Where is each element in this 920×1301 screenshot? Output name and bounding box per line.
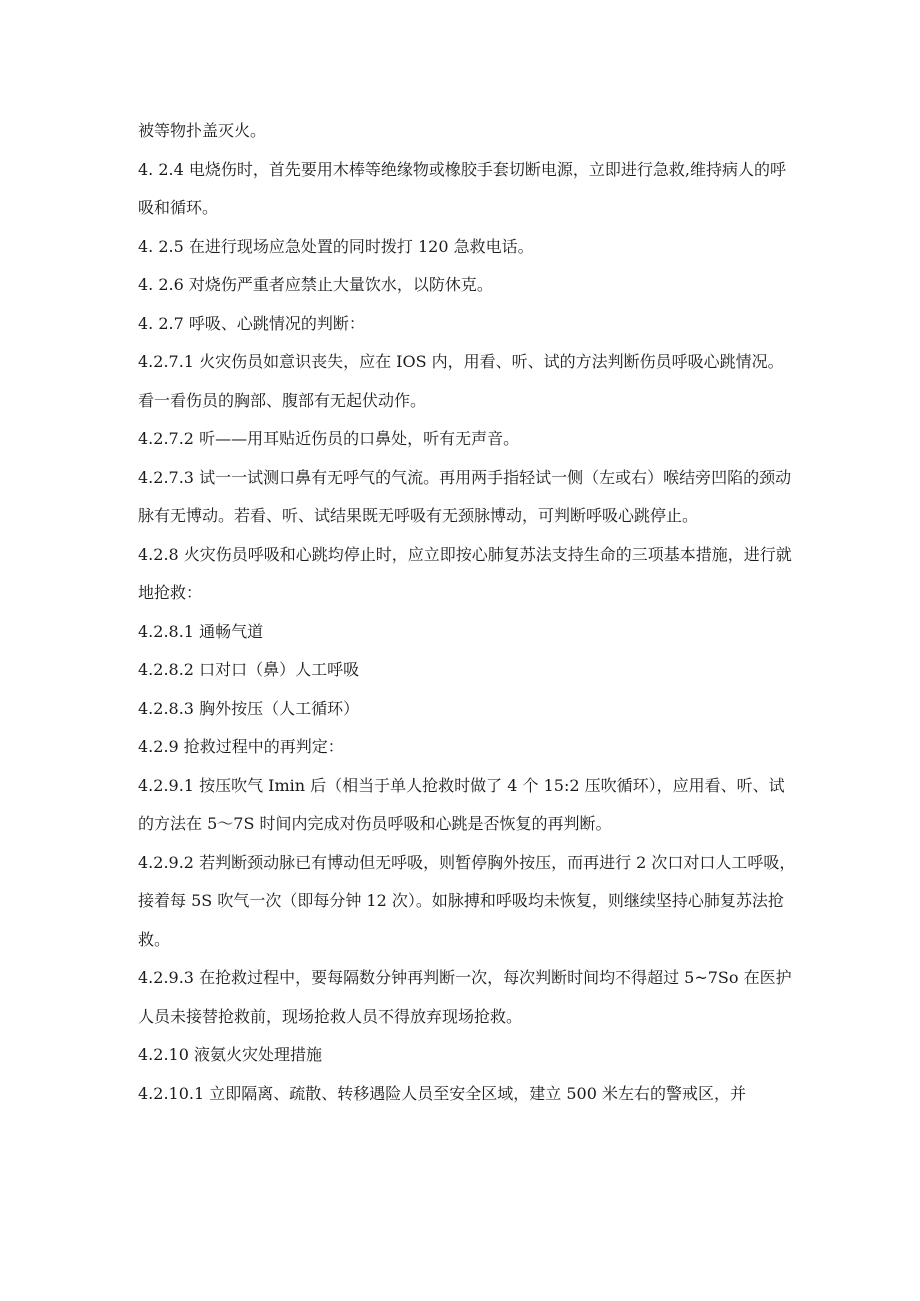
- paragraph-fire-covering: 被等物扑盖灭火。: [138, 121, 267, 140]
- paragraph-4-2-6: 4. 2.6 对烧伤严重者应禁止大量饮水，以防休克。: [138, 275, 493, 294]
- paragraph-4-2-7: 4. 2.7 呼吸、心跳情况的判断：: [138, 313, 365, 333]
- paragraph-4-2-10: 4.2.10 液氨火灾处理措施: [138, 1045, 322, 1064]
- paragraph-4-2-10-1: 4.2.10.1 立即隔离、疏散、转移遇险人员至安全区域，建立 500 米左右的警戒区，并: [138, 1083, 746, 1103]
- paragraph-4-2-8-2: 4.2.8.2 口对口（鼻）人工呼吸: [138, 660, 360, 679]
- paragraph-4-2-7-2: 4.2.7.2 听——用耳贴近伤员的口鼻处，听有无声音。: [138, 429, 520, 448]
- paragraph-4-2-9-2: 4.2.9.2 若判断颈动脉已有博动但无呼吸，则暂停胸外按压，而再进行 2 次口对口人工呼吸，接着每 5S 吹气一次（即每分钟 12 次）。如脉搏和呼吸均未恢复，则继续坚持心肺复苏法抢救。: [138, 852, 796, 949]
- paragraph-4-2-8-3: 4.2.8.3 胸外按压（人工循环）: [138, 698, 360, 718]
- paragraph-4-2-9-1: 4.2.9.1 按压吹气 Imin 后（相当于单人抢救时做了 4 个 15:2 压吹循环），应用看、听、试的方法在 5～7S 时间内完成对伤员呼吸和心跳是否恢复的再判断。: [138, 775, 785, 833]
- document-body: [138, 112, 798, 1113]
- paragraph-4-2-8-1: 4.2.8.1 通畅气道: [138, 621, 264, 641]
- paragraph-4-2-5: 4. 2.5 在进行现场应急处置的同时拨打 120 急救电话。: [138, 236, 534, 256]
- paragraph-4-2-9: 4.2.9 抢救过程中的再判定：: [138, 737, 344, 756]
- paragraph-4-2-9-3: 4.2.9.3 在抢救过程中，要每隔数分钟再判断一次，每次判断时间均不得超过 5~7So 在医护人员未接替抢救前，现场抢救人员不得放弃现场抢救。: [138, 968, 792, 1026]
- paragraph-4-2-7-3: 4.2.7.3 试一一试测口鼻有无呼气的气流。再用两手指轻试一侧（左或右）喉结旁凹陷的颈动脉有无博动。若看、听、试结果既无呼吸有无颈脉博动，可判断呼吸心跳停止。: [138, 467, 792, 525]
- paragraph-4-2-7-1: 4.2.7.1 火灾伤员如意识丧失，应在 IOS 内，用看、听、试的方法判断伤员呼吸心跳情况。看一看伤员的胸部、腹部有无起伏动作。: [138, 352, 784, 410]
- paragraph-4-2-8: 4.2.8 火灾伤员呼吸和心跳均停止时，应立即按心肺复苏法支持生命的三项基本措施，进行就地抢救：: [138, 544, 792, 602]
- paragraph-4-2-4: 4. 2.4 电烧伤时，首先要用木棒等绝缘物或橡胶手套切断电源，立即进行急救,维持病人的呼吸和循环。: [138, 159, 786, 217]
